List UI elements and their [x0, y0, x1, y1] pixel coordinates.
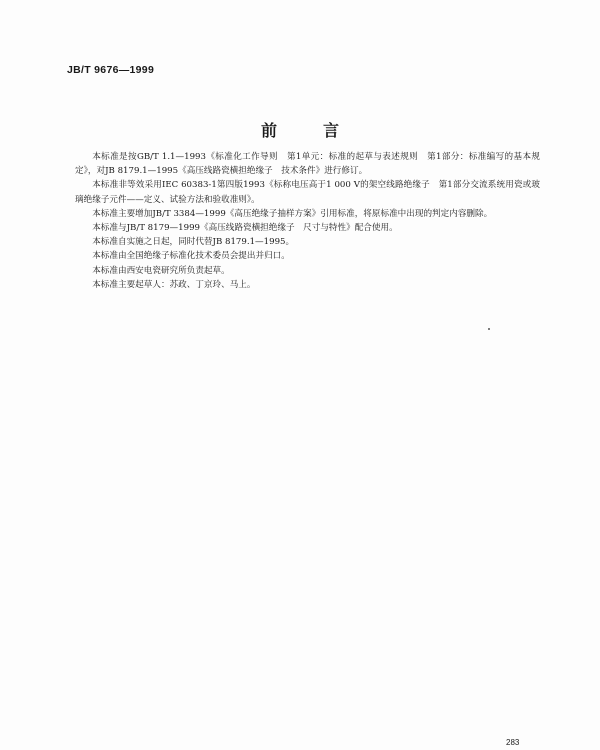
page-title: 前言: [260, 121, 385, 140]
paragraph-drafters: 本标准主要起草人：苏政、丁京玲、马上。: [92, 279, 256, 290]
page-number: 283: [506, 738, 520, 747]
standard-code-header: JB/T 9676—1999: [67, 64, 155, 76]
scan-speck-mark: [488, 328, 490, 330]
foreword-body: [75, 150, 540, 292]
paragraph-proposer: 本标准由全国绝缘子标准化技术委员会提出并归口。: [92, 251, 290, 262]
paragraph-companion-standard: 本标准与JB/T 8179—1999《高压线路瓷横担绝缘子 尺寸与特性》配合使用。: [92, 223, 398, 234]
paragraph-drafting-unit: 本标准由西安电瓷研究所负责起草。: [92, 265, 230, 276]
paragraph-sampling-reference: 本标准主要增加JB/T 3384—1999《高压绝缘子抽样方案》引用标准，将原标准中出现的判定内容删除。: [92, 208, 493, 219]
paragraph-replacement: 本标准自实施之日起，同时代替JB 8179.1—1995。: [92, 237, 295, 248]
paragraph-iec-adoption: 本标准非等效采用IEC 60383-1第四版1993《标称电压高于1 000 V的架空线路绝缘子 第1部分交流系统用瓷或玻璃绝缘子元件——定义、试验方法和验收准则》。: [75, 180, 540, 205]
paragraph-revision-basis: 本标准是按GB/T 1.1—1993《标准化工作导则 第1单元：标准的起草与表述规则 第1部分：标准编写的基本规定》，对JB 8179.1—1995《高压线路瓷横担绝缘子 技术条件》进行修订。: [75, 152, 540, 177]
